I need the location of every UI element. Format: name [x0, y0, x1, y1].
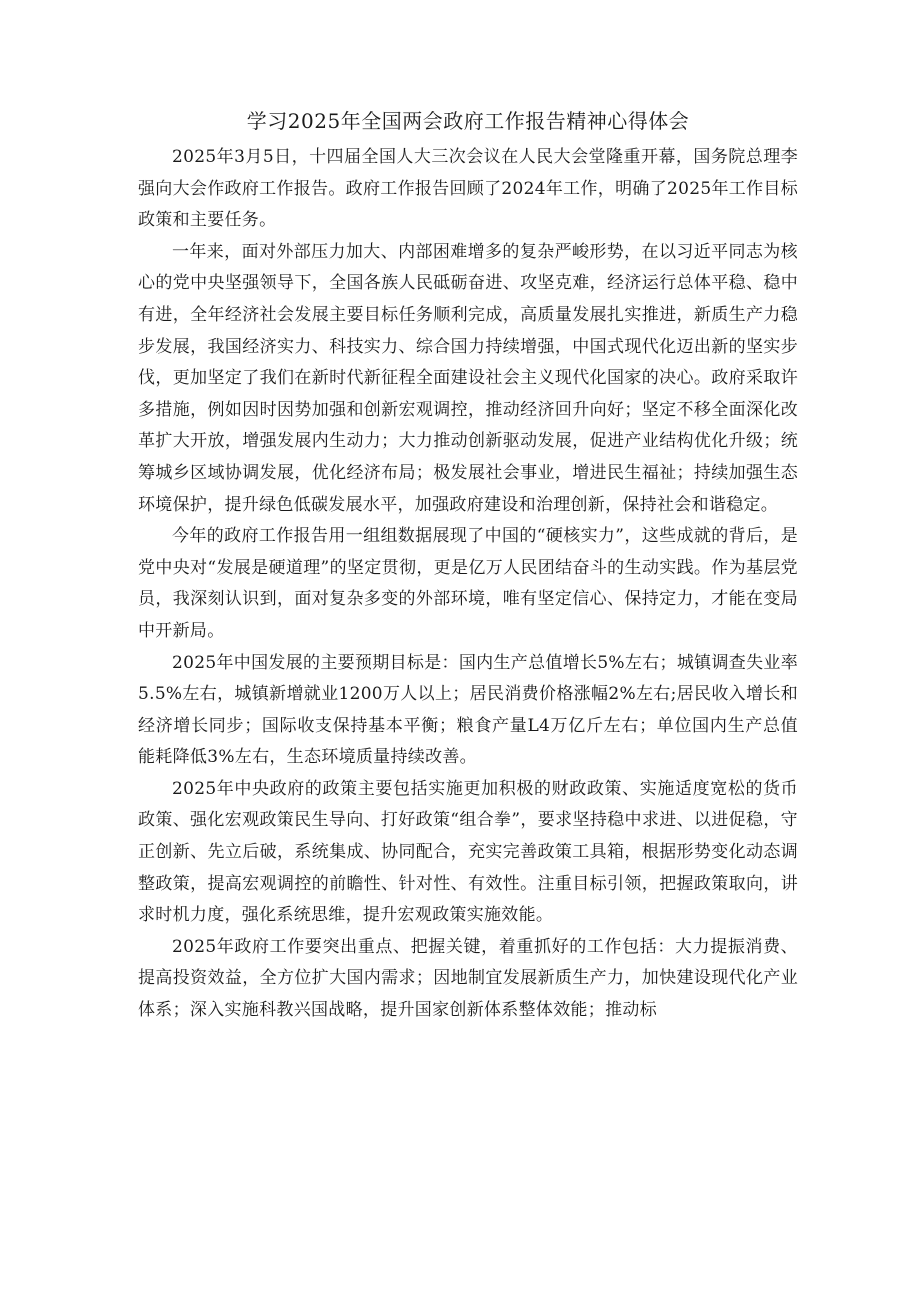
document-body: [138, 106, 798, 1027]
paragraph-3: 今年的政府工作报告用一组组数据展现了中国的“硬核实力”，这些成就的背后，是党中央对“发展是硬道理”的坚定贯彻，更是亿万人民团结奋斗的生动实践。作为基层党员，我深刻认识到，面对复杂多变的外部环境，唯有坚定信心、保持定力，才能在变局中开新局。: [138, 526, 798, 641]
document-title: 学习2025年全国两会政府工作报告精神心得体会: [246, 109, 690, 133]
paragraph-5: 2025年中央政府的政策主要包括实施更加积极的财政政策、实施适度宽松的货币政策、强化宏观政策民生导向、打好政策“组合拳”，要求坚持稳中求进、以进促稳，守正创新、先立后破，系统集成、协同配合，充实完善政策工具箱，根据形势变化动态调整政策，提高宏观调控的前瞻性、针对性、有效性。注重目标引领，把握政策取向，讲求时机力度，强化系统思维，提升宏观政策实施效能。: [138, 778, 798, 926]
paragraph-4: 2025年中国发展的主要预期目标是：国内生产总值增长5%左右；城镇调查失业率5.5%左右，城镇新增就业1200万人以上；居民消费价格涨幅2%左右;居民收入增长和经济增长同步；国际收支保持基本平衡；粮食产量L4万亿斤左右；单位国内生产总值能耗降低3%左右，生态环境质量持续改善。: [138, 652, 798, 768]
paragraph-6: 2025年政府工作要突出重点、把握关键，着重抓好的工作包括：大力提振消费、提高投资效益，全方位扩大国内需求；因地制宜发展新质生产力，加快建设现代化产业体系；深入实施科教兴国战略，提升国家创新体系整体效能；推动标: [138, 936, 798, 1021]
paragraph-1: 2025年3月5日，十四届全国人大三次会议在人民大会堂隆重开幕，国务院总理李强向大会作政府工作报告。政府工作报告回顾了2024年工作，明确了2025年工作目标政策和主要任务。: [138, 147, 798, 231]
paragraph-2: 一年来，面对外部压力加大、内部困难增多的复杂严峻形势，在以习近平同志为核心的党中央坚强领导下，全国各族人民砥砺奋进、攻坚克难，经济运行总体平稳、稳中有进，全年经济社会发展主要目标任务顺利完成，高质量发展扎实推进，新质生产力稳步发展，我国经济实力、科技实力、综合国力持续增强，中国式现代化迈出新的坚实步伐，更加坚定了我们在新时代新征程全面建设社会主义现代化国家的决心。政府采取许多措施，例如因时因势加强和创新宏观调控，推动经济回升向好；坚定不移全面深化改革扩大开放，增强发展内生动力；大力推动创新驱动发展，促进产业结构优化升级；统筹城乡区域协调发展，优化经济布局；极发展社会事业，增进民生福祉；持续加强生态环境保护，提升绿色低碳发展水平，加强政府建设和治理创新，保持社会和谐稳定。: [138, 241, 798, 515]
